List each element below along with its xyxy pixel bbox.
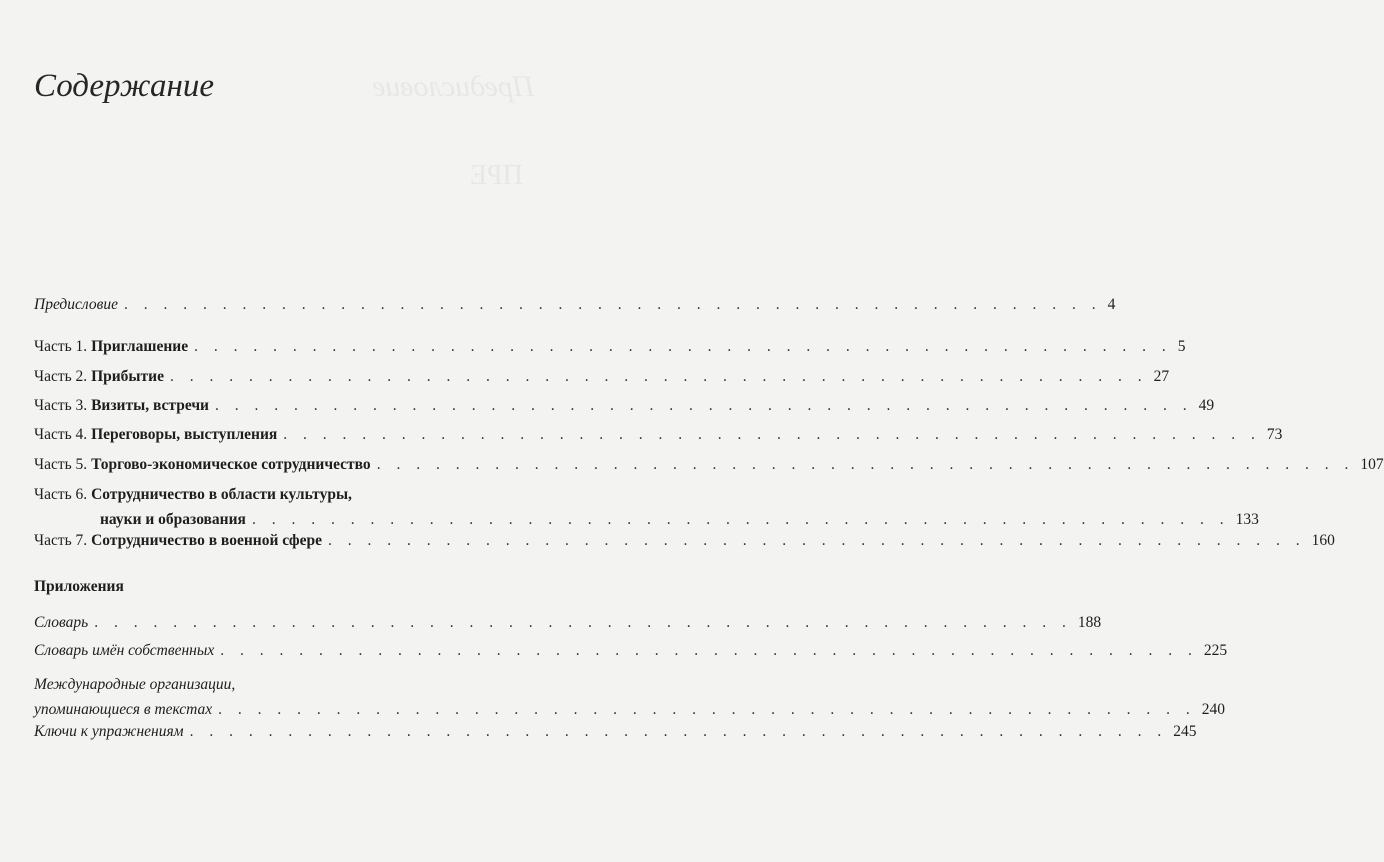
toc-page-number: 73 — [1266, 426, 1283, 443]
dot-leader: . . . . . . . . . . . . . . . . . . . . . . . . . . . . . . . . . . . . . . . . . . . . . . . . . . — [218, 701, 1196, 718]
toc-entry-label: Переговоры, выступления — [91, 426, 278, 443]
dot-leader: . . . . . . . . . . . . . . . . . . . . . . . . . . . . . . . . . . . . . . . . . . . . . . . . . . — [328, 532, 1306, 549]
toc-entry-part-1[interactable] — [34, 334, 1186, 359]
dot-leader: . . . . . . . . . . . . . . . . . . . . . . . . . . . . . . . . . . . . . . . . . . . . . . . . . . — [376, 456, 1355, 473]
dot-leader: . . . . . . . . . . . . . . . . . . . . . . . . . . . . . . . . . . . . . . . . . . . . . . . . . . — [194, 338, 1172, 355]
dot-leader: . . . . . . . . . . . . . . . . . . . . . . . . . . . . . . . . . . . . . . . . . . . . . . . . . . — [169, 368, 1148, 385]
toc-entry-preface[interactable] — [34, 292, 1116, 317]
dot-leader: . . . . . . . . . . . . . . . . . . . . . . . . . . . . . . . . . . . . . . . . . . . . . . . . . . — [251, 511, 1230, 528]
bleed-through-mark: ПРЕ — [470, 160, 523, 191]
toc-entry-label: Словарь имён собственных — [34, 642, 215, 659]
toc-entry-label: Приглашение — [91, 338, 189, 355]
toc-page-number: 49 — [1198, 397, 1215, 414]
toc-entry-part-4[interactable] — [34, 422, 1283, 447]
toc-entry-part-5[interactable] — [34, 452, 1384, 477]
toc-part-prefix: Часть 1. — [34, 338, 88, 355]
toc-entry-part-3[interactable] — [34, 393, 1215, 418]
toc-part-prefix: Часть 2. — [34, 368, 88, 385]
toc-entry-part-2[interactable] — [34, 364, 1170, 389]
toc-page-number: 245 — [1173, 723, 1197, 740]
toc-entry-label: Словарь — [34, 614, 89, 631]
toc-entry-label: Предисловие — [34, 296, 118, 313]
toc-entry-label: Прибытие — [91, 368, 164, 385]
dot-leader: . . . . . . . . . . . . . . . . . . . . . . . . . . . . . . . . . . . . . . . . . . . . . . . . . . — [283, 426, 1261, 443]
dot-leader: . . . . . . . . . . . . . . . . . . . . . . . . . . . . . . . . . . . . . . . . . . . . . . . . . . — [123, 296, 1102, 313]
toc-page-number: 4 — [1107, 296, 1116, 313]
toc-entry-label-line-1: Международные организации, — [34, 676, 236, 693]
toc-page-number: 5 — [1177, 338, 1186, 355]
toc-entry-part-6[interactable] — [34, 482, 1259, 532]
toc-entry-glossary[interactable] — [34, 610, 1102, 635]
toc-entry-label: Визиты, встречи — [91, 397, 209, 414]
toc-entry-label: Сотрудничество в военной сфере — [91, 532, 323, 549]
toc-part-prefix: Часть 5. — [34, 456, 88, 473]
toc-part-prefix: Часть 3. — [34, 397, 88, 414]
page-title: Содержание — [34, 68, 215, 104]
toc-entry-exercise-keys[interactable] — [34, 719, 1197, 744]
toc-entry-label-line-2: науки и образования — [100, 511, 246, 528]
appendix-heading: Приложения — [34, 578, 124, 595]
dot-leader: . . . . . . . . . . . . . . . . . . . . . . . . . . . . . . . . . . . . . . . . . . . . . . . . . . — [220, 642, 1198, 659]
toc-page-number: 133 — [1235, 511, 1259, 528]
toc-page-number: 160 — [1311, 532, 1335, 549]
toc-entry-international-organizations[interactable] — [34, 672, 1225, 722]
toc-entry-label-line-2: упоминающиеся в текстах — [34, 701, 213, 718]
toc-entry-label: Торгово-экономическое сотрудничество — [91, 456, 371, 473]
toc-entry-label: Ключи к упражнениям — [34, 723, 184, 740]
toc-entry-proper-names[interactable] — [34, 638, 1228, 663]
dot-leader: . . . . . . . . . . . . . . . . . . . . . . . . . . . . . . . . . . . . . . . . . . . . . . . . . . — [189, 723, 1168, 740]
toc-entry-label-line-1: Сотрудничество в области культуры, — [91, 486, 352, 503]
toc-page-number: 225 — [1203, 642, 1228, 659]
toc-part-prefix: Часть 7. — [34, 532, 88, 549]
toc-entry-part-7[interactable] — [34, 528, 1335, 553]
toc-page-number: 27 — [1153, 368, 1170, 385]
dot-leader: . . . . . . . . . . . . . . . . . . . . . . . . . . . . . . . . . . . . . . . . . . . . . . . . . . — [215, 397, 1193, 414]
toc-part-prefix: Часть 6. — [34, 486, 88, 503]
toc-page-number: 107 — [1360, 456, 1384, 473]
toc-part-prefix: Часть 4. — [34, 426, 88, 443]
dot-leader: . . . . . . . . . . . . . . . . . . . . . . . . . . . . . . . . . . . . . . . . . . . . . . . . . . — [94, 614, 1072, 631]
toc-page-number: 240 — [1201, 701, 1225, 718]
toc-page-number: 188 — [1077, 614, 1102, 631]
bleed-through-heading: Предисловие — [372, 70, 535, 103]
